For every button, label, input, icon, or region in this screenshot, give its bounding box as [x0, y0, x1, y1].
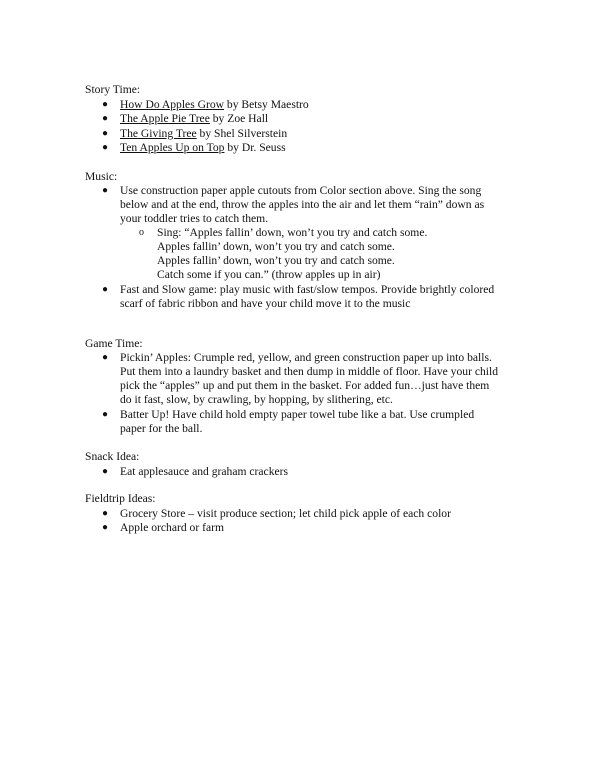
bullet-icon: ●	[102, 113, 109, 124]
book-title: The Giving Tree	[120, 127, 197, 140]
fieldtrip-ideas-heading: Fieldtrip Ideas:	[85, 492, 156, 505]
text-line: Batter Up! Have child hold empty paper towel tube like a bat. Use crumpled	[120, 408, 475, 421]
book-author: by Betsy Maestro	[224, 98, 309, 111]
text-line: your toddler tries to catch them.	[120, 212, 269, 225]
bullet-icon: ●	[102, 128, 109, 139]
bullet-icon: ●	[102, 466, 109, 477]
bullet-icon: ●	[102, 185, 109, 196]
book-title: Ten Apples Up on Top	[120, 141, 225, 154]
text-line: scarf of fabric ribbon and have your child move it to the music	[120, 297, 411, 310]
song-lyrics	[139, 226, 457, 282]
text-line: paper for the ball.	[120, 422, 203, 435]
game-item-pickin-apples	[102, 351, 530, 407]
book-item-2	[102, 112, 530, 126]
book-item-3	[102, 127, 530, 141]
text-line: Use construction paper apple cutouts from Color section above. Sing the song	[120, 184, 482, 197]
snack-item	[102, 465, 530, 479]
bullet-icon: ●	[102, 352, 109, 363]
lyric-line: Sing: “Apples fallin’ down, won’t you try and catch some.	[157, 226, 428, 239]
story-time-heading: Story Time:	[85, 83, 141, 96]
bullet-icon: ●	[102, 508, 109, 519]
bullet-icon: ●	[102, 522, 109, 533]
book-author: by Shel Silverstein	[196, 127, 288, 140]
book-author: by Dr. Seuss	[224, 141, 286, 154]
text-line: Fast and Slow game: play music with fast/slow tempos. Provide brightly colored	[120, 283, 495, 296]
book-title: The Apple Pie Tree	[120, 112, 210, 125]
snack-idea-heading: Snack Idea:	[85, 450, 140, 463]
lyric-line: Apples fallin’ down, won’t you try and catch some.	[157, 254, 395, 267]
fieldtrip-text: Apple orchard or farm	[120, 521, 224, 534]
text-line: below and at the end, throw the apples into the air and let them “rain” down as	[120, 198, 485, 211]
circle-bullet-icon: o	[139, 227, 144, 238]
fieldtrip-text: Grocery Store – visit produce section; let child pick apple of each color	[120, 507, 451, 520]
music-heading: Music:	[85, 170, 118, 183]
book-author: by Zoe Hall	[209, 112, 269, 125]
lyric-line: Catch some if you can.” (throw apples up in air)	[157, 268, 381, 281]
lyric-line: Apples fallin’ down, won’t you try and catch some.	[157, 240, 395, 253]
game-item-batter-up	[102, 408, 530, 436]
book-item-4	[102, 141, 530, 155]
book-title: How Do Apples Grow	[120, 98, 225, 111]
bullet-icon: ●	[102, 284, 109, 295]
text-line: Pickin’ Apples: Crumple red, yellow, and green construction paper up into balls.	[120, 351, 492, 364]
bullet-icon: ●	[102, 99, 109, 110]
bullet-icon: ●	[102, 142, 109, 153]
fieldtrip-item-orchard	[102, 521, 530, 535]
book-item-1	[102, 98, 530, 112]
music-item-fast-slow	[102, 283, 530, 311]
bullet-icon: ●	[102, 409, 109, 420]
snack-text: Eat applesauce and graham crackers	[120, 465, 289, 478]
text-line: do it fast, slow, by crawling, by hopping, by slithering, etc.	[120, 393, 393, 406]
music-item-apples-rain	[102, 184, 530, 226]
game-time-heading: Game Time:	[85, 337, 143, 350]
text-line: Put them into a laundry basket and then dump in middle of floor. Have your child	[120, 365, 499, 378]
fieldtrip-item-grocery	[102, 507, 530, 521]
text-line: pick the “apples” up and put them in the basket. For added fun…just have them	[120, 379, 490, 392]
